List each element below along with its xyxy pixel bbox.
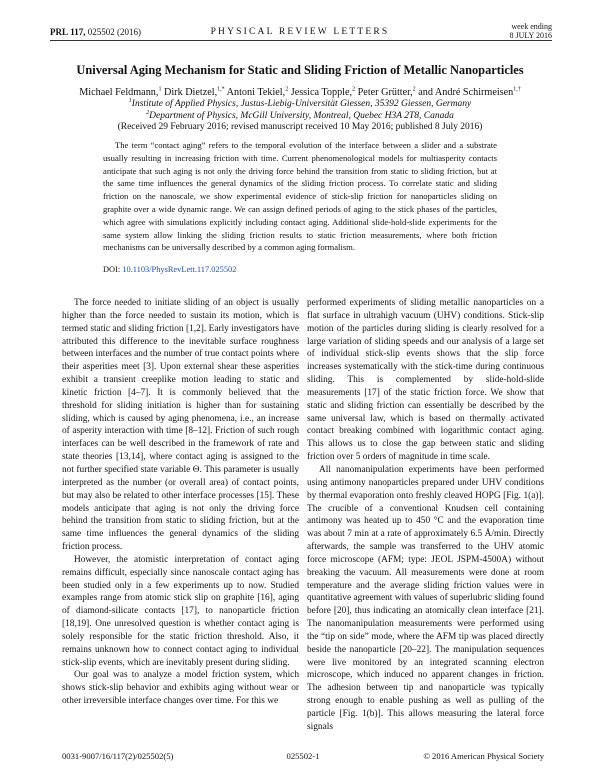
doi-link[interactable]: 10.1103/PhysRevLett.117.025502 (122, 265, 237, 274)
week-ending-label: week ending (511, 22, 552, 31)
doi-line (103, 265, 236, 274)
publication-dates: (Received 29 February 2016; revised manuscript received 10 May 2016; published 8 July 2016) (117, 122, 483, 132)
author: Jessica Topple, (288, 87, 353, 98)
affiliation-2 (0, 111, 600, 121)
journal-name: PHYSICAL REVIEW LETTERS (210, 27, 390, 37)
article-number: 025502 (2016) (87, 27, 142, 37)
author: Dirk Dietzel, (161, 87, 218, 98)
body-paragraph: The force needed to initiate sliding of an object is usually higher than the force needed to sustain its motion, which is termed static and sliding friction [1,2]. Early investigators have attributed this difference to the inevitable surface roughness between interfaces and the number of true contact points where their asperities meet [3]. Upon external shear these asperities exhibit a transient creeplike motion leading to static and kinetic friction [4–7]. It is commonly believed that the threshold for sliding initiation is higher than for sustaining sliding, which is caused by aging phenomena, i.e., an increase of asperity interaction with time [8–12]. Friction of such rough interfaces can be well described in the framework of rate and state theories [13,14], where contact aging is assigned to the not further specified state variable Θ. This parameter is usually interpreted as the number (or overall area) of contact points, but may also be related to other interface processes [15]. These models anticipate that aging is not only the driving force behind the transition from static to sliding friction, but at the same time influences the general dynamics of the sliding friction process. (62, 298, 299, 553)
issue-date (510, 22, 552, 40)
doi-label: DOI: (103, 265, 121, 274)
abstract-text: The term “contact aging” refers to the temporal evolution of the interface between a slider and a substrate usually resulting in increasing friction with time. Current phenomenological models for multiasperity contacts anticipate that such aging is not only the driving force behind the transition from static to sliding friction, but at the same time influences the general dynamics of the sliding friction process. To correlate static and sliding friction on the nanoscale, we show experimental evidence of stick-slip friction for nanoparticles sliding on graphite over a wide dynamic range. We can assign defined periods of aging to the stick phases of the particles, which agree with simulations explicitly including contact aging. Additional slide-hold-slide experiments for the same system allow linking the sliding friction results to static friction measurements, where both friction mechanisms can be universally described by a common aging formalism. (103, 140, 497, 253)
author-affiliation-mark: 2 (412, 86, 416, 93)
author-affiliation-mark: 1,* (217, 86, 225, 93)
body-paragraph: Our goal was to analyze a model friction system, which shows stick-slip behavior and exhibits aging without wear or other irreversible interface changes over time. For this we (62, 670, 299, 707)
paper-title: Universal Aging Mechanism for Static and Sliding Friction of Metallic Nanoparticles (76, 63, 524, 77)
affiliation-mark: 1 (128, 97, 132, 104)
week-ending-date: 8 JULY 2016 (509, 31, 552, 40)
affiliation-text: Department of Physics, McGill University, Montreal, Quebec H3A 2T8, Canada (149, 111, 454, 121)
author-affiliation-mark: 1,† (513, 86, 521, 93)
body-column-left (62, 297, 299, 708)
author-list (0, 87, 600, 98)
footer-page-number: 025502-1 (286, 751, 320, 761)
journal-abbrev: PRL (50, 27, 68, 37)
header-divider (50, 40, 552, 41)
affiliation-text: Institute of Applied Physics, Justus-Liebig-Universität Giessen, 35392 Giessen, Germany (131, 99, 472, 109)
author-affiliation-mark: 2 (352, 86, 356, 93)
body-paragraph: All nanomanipulation experiments have been performed using antimony nanoparticles prepared under UHV conditions by thermal evaporation onto freshly cleaved HOPG [Fig. 1(a)]. The crucible of a conventional Knudsen cell containing antimony was heated up to 450 °C and the evaporation time was about 7 min at a rate of approximately 6.5 Å/min. Directly afterwards, the sample was transferred to the UHV atomic force microscope (AFM; type: JEOL JSPM-4500A) without breaking the vacuum. All measurements were done at room temperature and the average sliding friction values were in quantitative agreement with values of superlubric sliding found before [20], thus indicating an atomically clean interface [21]. The nanomanipulation measurements were performed using the “tip on side” mode, where the AFM tip was placed directly beside the nanoparticle [20–22]. The manipulation sequences were live monitored by an integrated scanning electron microscope, which induced no apparent changes in friction. The adhesion between tip and nanoparticle was typically strong enough to enable pushing as well as pulling of the particle [Fig. 1(b)]. This allows measuring the lateral force signals (307, 464, 544, 732)
journal-volume: 117, (70, 27, 86, 37)
author: Michael Feldmann, (79, 87, 159, 98)
body-paragraph: performed experiments of sliding metallic nanoparticles on a flat surface in ultrahigh vacuum (UHV) conditions. Stick-slip motion of the particles during sliding is clearly resolved for a large variation of sliding speeds and our analysis of a large set of individual stick-slip events shows that the slip force increases systematically with the stick-time during continuous sliding. This is complemented by slide-hold-slide measurements [17] of the static friction force. We show that static and sliding friction can essentially be described by the same universal law, which is based on thermally activated contact breaking combined with logarithmic contact aging. This allows us to close the gap between static and sliding friction over 5 orders of magnitude in time scale. (307, 298, 544, 463)
footer-copyright: © 2016 American Physical Society (423, 751, 544, 761)
author: Antoni Tekiel, (224, 87, 286, 98)
body-paragraph: However, the atomistic interpretation of contact aging remains difficult, especially since nanoscale contact aging has been studied only in a few experiments up to now. Studied examples range from atomic stick slip on graphite [16], aging of diamond-silicate contacts [17], to nanoparticle friction [18,19]. One unresolved question is whether contact aging is solely responsible for the static friction threshold. Also, it remains unknown how to connect contact aging to individual stick-slip events, which are inevitably present during sliding. (62, 554, 299, 668)
affiliation-mark: 2 (146, 109, 150, 116)
author-affiliation-mark: 2 (285, 86, 289, 93)
abstract (103, 139, 497, 254)
footer-issn: 0031-9007/16/117(2)/025502(5) (62, 751, 174, 761)
body-column-right (307, 297, 544, 734)
author: Peter Grütter, (355, 87, 413, 98)
author-affiliation-mark: 1 (158, 86, 162, 93)
affiliation-1 (0, 99, 600, 109)
author: and André Schirmeisen (415, 87, 514, 98)
